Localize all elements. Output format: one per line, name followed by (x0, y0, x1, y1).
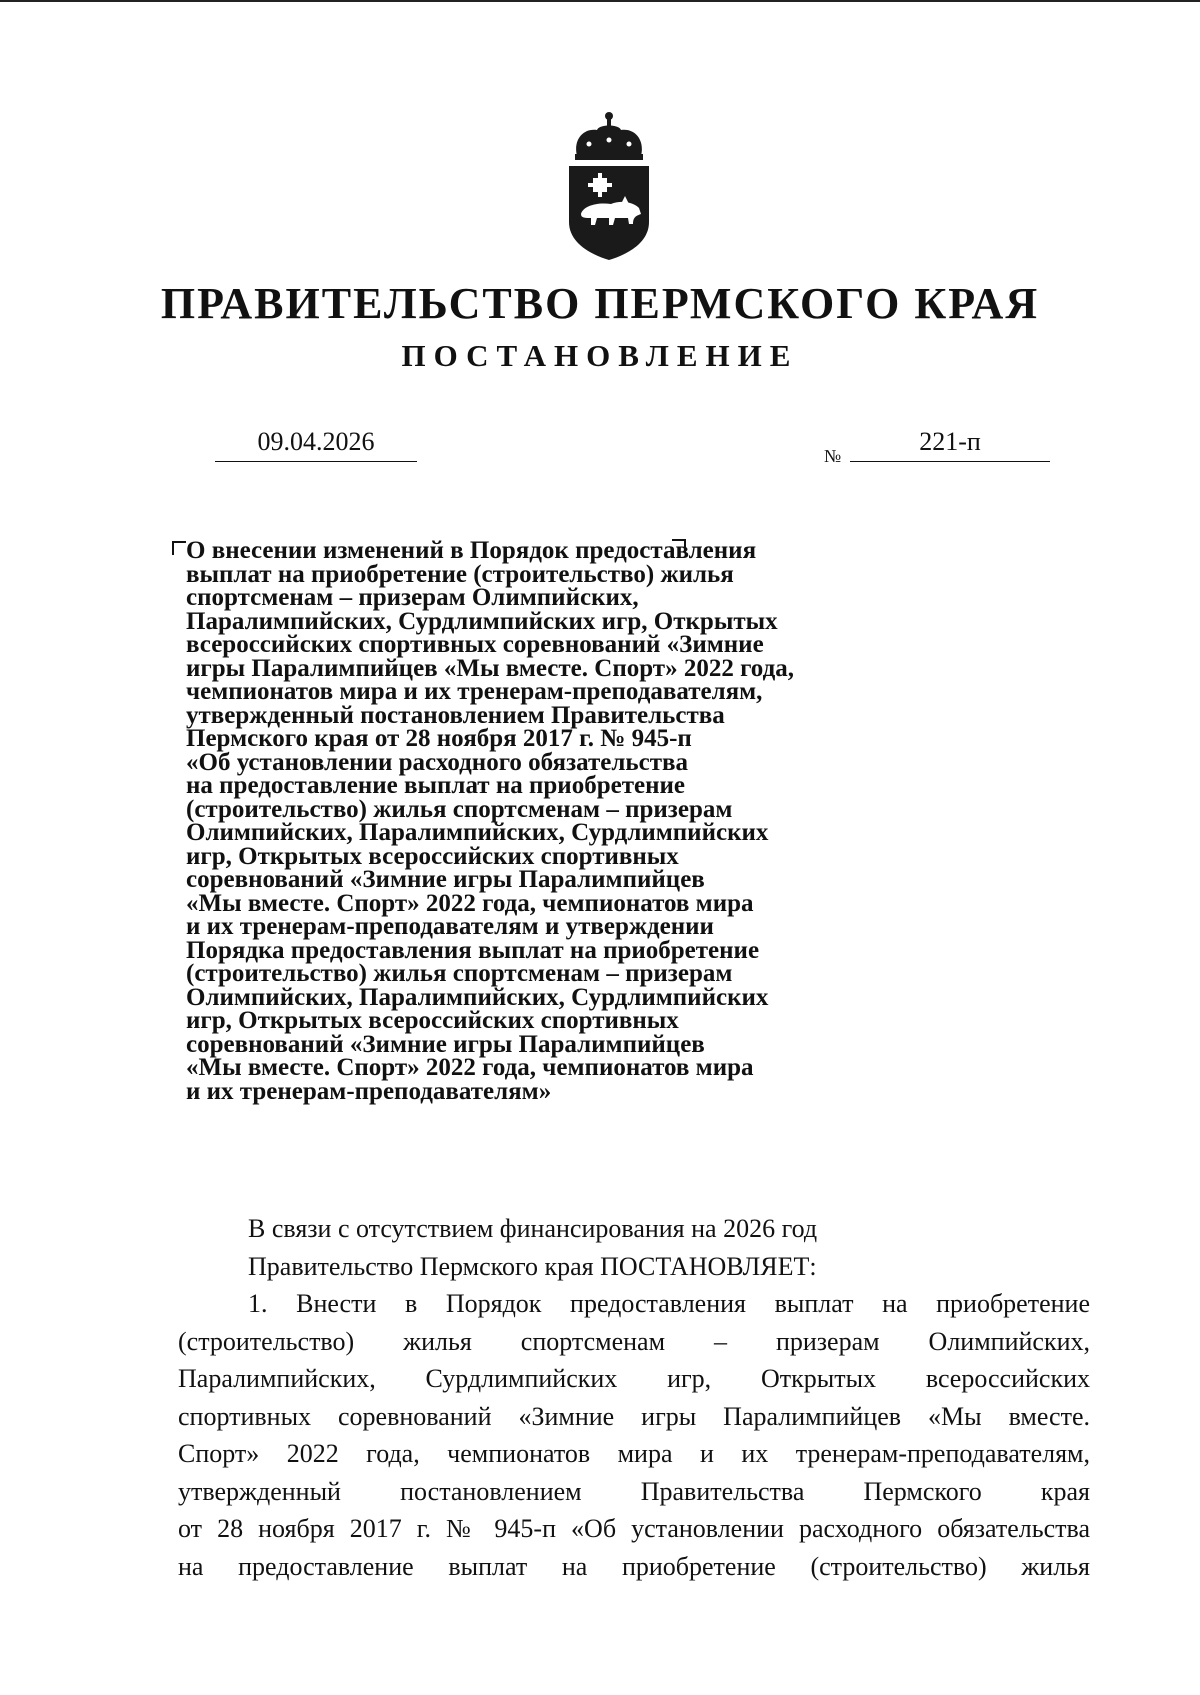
doc-type-title: ПОСТАНОВЛЕНИЕ (401, 338, 799, 373)
perm-krai-coat-of-arms-icon (563, 110, 655, 262)
subject-line: (строительство) жилья спортсменам – призерам (186, 960, 733, 987)
body-paragraph-line: 1. Внести в Порядок предоставления выплат на приобретение (248, 1289, 1090, 1318)
body-paragraph-line: Спорт» 2022 года, чемпионатов мира и их тренерам-преподавателям, (178, 1439, 1090, 1468)
subject-corner-mark-left (172, 541, 186, 555)
body-paragraph-line: (строительство) жилья спортсменам – призерам Олимпийских, (178, 1326, 1090, 1356)
body-intro-line: Правительство Пермского края ПОСТАНОВЛЯЕТ: (248, 1251, 817, 1281)
subject-line: игры Паралимпийцев «Мы вместе. Спорт» 2022 года, (186, 654, 794, 682)
subject-line: «Об установлении расходного обязательства (186, 748, 688, 776)
number-label: № (824, 446, 842, 466)
body-intro-line: В связи с отсутствием финансирования на 2026 год (248, 1214, 818, 1243)
subject-line: и их тренерам-преподавателям и утверждении (186, 913, 714, 940)
document-date: 09.04.2026 (215, 427, 417, 462)
subject-heading (186, 539, 866, 1103)
subject-line: «Мы вместе. Спорт» 2022 года, чемпионатов мира (186, 1054, 754, 1081)
subject-line: игр, Открытых всероссийских спортивных (186, 1007, 679, 1034)
scan-top-border (0, 0, 1200, 2)
body-paragraph-line: Паралимпийских, Сурдлимпийских игр, Открытых всероссийских (178, 1364, 1090, 1393)
subject-line: и их тренерам-преподавателям» (186, 1077, 552, 1105)
body-paragraph-line: от 28 ноября 2017 г. № 945-п «Об установлении расходного обязательства (178, 1514, 1090, 1543)
subject-line: соревнований «Зимние игры Паралимпийцев (186, 1030, 705, 1058)
body-paragraph-line: утвержденный постановлением Правительства Пермского края (178, 1476, 1090, 1506)
org-title: ПРАВИТЕЛЬСТВО ПЕРМСКОГО КРАЯ (160, 279, 1040, 328)
subject-line: Пермского края от 28 ноября 2017 г. № 945-п (186, 725, 692, 752)
subject-line: спортсменам – призерам Олимпийских, (186, 584, 639, 611)
subject-line: Паралимпийских, Сурдлимпийских игр, Открытых (186, 607, 778, 635)
subject-line: игр, Открытых всероссийских спортивных (186, 842, 679, 870)
subject-line: «Мы вместе. Спорт» 2022 года, чемпионатов мира (186, 889, 754, 917)
subject-line: соревнований «Зимние игры Паралимпийцев (186, 866, 705, 893)
subject-line: Олимпийских, Паралимпийских, Сурдлимпийских (186, 819, 769, 846)
subject-line: (строительство) жилья спортсменам – призерам (186, 795, 733, 823)
subject-line: утвержденный постановлением Правительства (186, 701, 725, 729)
body-text (178, 1210, 1090, 1585)
subject-line: на предоставление выплат на приобретение (186, 772, 685, 799)
subject-line: всероссийских спортивных соревнований «Зимние (186, 631, 764, 658)
subject-line: выплат на приобретение (строительство) жилья (186, 560, 734, 588)
document-number: 221-п (850, 427, 1050, 462)
subject-line: О внесении изменений в Порядок предоставления (186, 537, 757, 564)
subject-line: Порядка предоставления выплат на приобретение (186, 936, 760, 964)
body-paragraph-line: спортивных соревнований «Зимние игры Паралимпийцев «Мы вместе. (178, 1401, 1090, 1431)
subject-line: чемпионатов мира и их тренерам-преподавателям, (186, 678, 763, 705)
subject-line: Олимпийских, Паралимпийских, Сурдлимпийских (186, 983, 769, 1011)
body-paragraph-line: на предоставление выплат на приобретение (строительство) жилья (178, 1551, 1090, 1581)
